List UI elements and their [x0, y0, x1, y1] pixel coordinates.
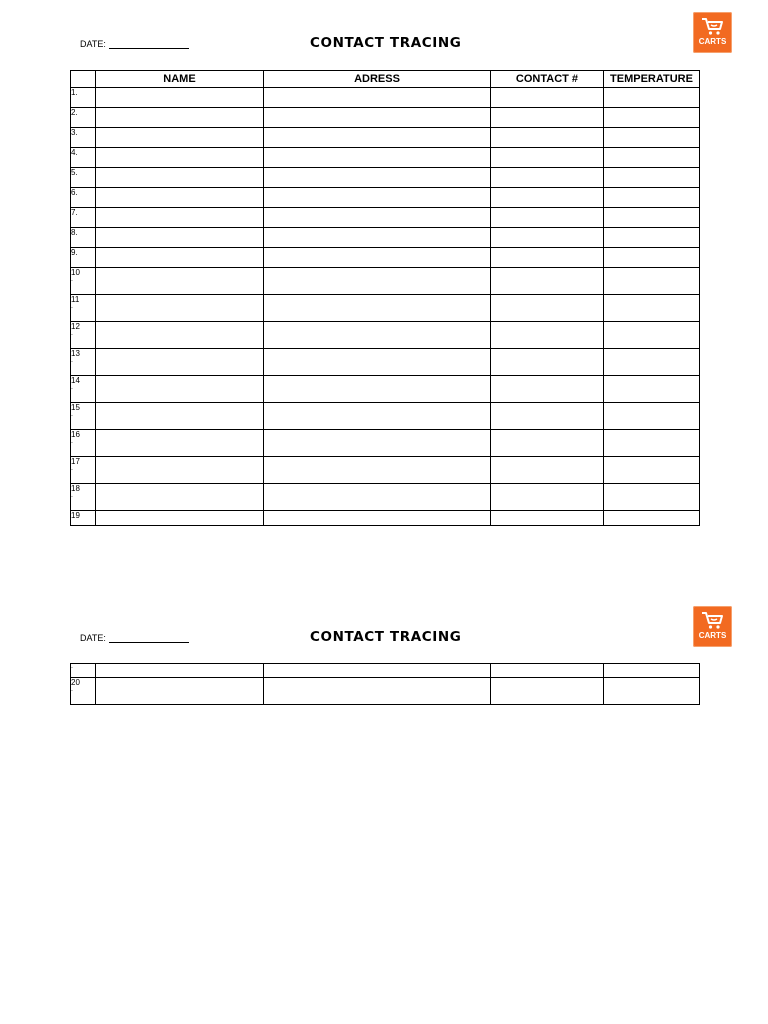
address-cell[interactable] [264, 322, 491, 349]
contact-cell[interactable] [491, 511, 604, 526]
temperature-cell[interactable] [604, 484, 700, 511]
row-number-label: 7. [71, 208, 78, 217]
temperature-cell[interactable] [604, 457, 700, 484]
name-cell[interactable] [96, 88, 264, 108]
table-row [71, 511, 700, 526]
date-blank-line [109, 633, 189, 643]
page-title: CONTACT TRACING [310, 629, 462, 645]
cart-icon [701, 16, 724, 36]
contact-cell[interactable] [491, 295, 604, 322]
table-row [71, 349, 700, 376]
table-body [71, 664, 700, 705]
table-row [71, 88, 700, 108]
row-number-label: 8. [71, 228, 78, 237]
row-number [71, 248, 96, 268]
contact-cell[interactable] [491, 228, 604, 248]
table-row [71, 376, 700, 403]
row-number-label: 12 [71, 322, 80, 331]
row-number [71, 168, 96, 188]
logo-wordmark: CARTS [698, 631, 727, 640]
address-cell[interactable] [264, 457, 491, 484]
name-cell[interactable] [96, 268, 264, 295]
row-number-dot: . [71, 663, 73, 670]
row-number-label: 3. [71, 128, 78, 137]
date-label: DATE: [80, 633, 106, 643]
table-header-row [71, 71, 700, 88]
table-row [71, 108, 700, 128]
row-number-label: 19 [71, 511, 80, 520]
name-cell[interactable] [96, 148, 264, 168]
header-name: NAME [96, 71, 264, 88]
row-number-dot: . [71, 492, 73, 499]
row-number [71, 188, 96, 208]
address-cell[interactable] [264, 678, 491, 705]
address-cell[interactable] [264, 88, 491, 108]
address-cell[interactable] [264, 484, 491, 511]
table-row [71, 678, 700, 705]
temperature-cell[interactable] [604, 376, 700, 403]
temperature-cell[interactable] [604, 678, 700, 705]
name-cell[interactable] [96, 664, 264, 678]
row-number [71, 376, 96, 403]
address-cell[interactable] [264, 168, 491, 188]
carts-logo [693, 12, 732, 53]
contact-cell[interactable] [491, 148, 604, 168]
name-cell[interactable] [96, 322, 264, 349]
table-row [71, 268, 700, 295]
row-number-dot: . [71, 303, 73, 310]
name-cell[interactable] [96, 108, 264, 128]
contact-cell[interactable] [491, 457, 604, 484]
address-cell[interactable] [264, 268, 491, 295]
name-cell[interactable] [96, 295, 264, 322]
name-cell[interactable] [96, 248, 264, 268]
row-number [71, 484, 96, 511]
temperature-cell[interactable] [604, 108, 700, 128]
contact-cell[interactable] [491, 349, 604, 376]
row-number-dot: . [71, 411, 73, 418]
name-cell[interactable] [96, 403, 264, 430]
table-row [71, 322, 700, 349]
row-number [71, 349, 96, 376]
table-row [71, 430, 700, 457]
contact-cell[interactable] [491, 108, 604, 128]
row-number [71, 148, 96, 168]
table-body [71, 88, 700, 526]
row-number [71, 295, 96, 322]
name-cell[interactable] [96, 484, 264, 511]
address-cell[interactable] [264, 208, 491, 228]
temperature-cell[interactable] [604, 511, 700, 526]
row-number-dot: . [71, 330, 73, 337]
temperature-cell[interactable] [604, 295, 700, 322]
table-row [71, 128, 700, 148]
row-number [71, 403, 96, 430]
row-number [71, 664, 96, 678]
contact-tracing-table [70, 70, 700, 526]
temperature-cell[interactable] [604, 664, 700, 678]
row-number-label: 13 [71, 349, 80, 358]
table-row [71, 168, 700, 188]
contact-cell[interactable] [491, 664, 604, 678]
form-page-2 [0, 594, 768, 724]
date-label: DATE: [80, 39, 106, 49]
table-row [71, 664, 700, 678]
temperature-cell[interactable] [604, 228, 700, 248]
address-cell[interactable] [264, 128, 491, 148]
row-number [71, 268, 96, 295]
header-contact: CONTACT # [491, 71, 604, 88]
contact-cell[interactable] [491, 403, 604, 430]
temperature-cell[interactable] [604, 268, 700, 295]
row-number-label: 20 [71, 678, 80, 687]
row-number-dot: . [71, 276, 73, 283]
date-field [80, 39, 189, 49]
contact-cell[interactable] [491, 188, 604, 208]
address-cell[interactable] [264, 148, 491, 168]
row-number [71, 430, 96, 457]
address-cell[interactable] [264, 664, 491, 678]
table-row [71, 484, 700, 511]
contact-cell[interactable] [491, 430, 604, 457]
address-cell[interactable] [264, 188, 491, 208]
row-number-label: 9. [71, 248, 78, 257]
temperature-cell[interactable] [604, 349, 700, 376]
row-number [71, 108, 96, 128]
logo-wordmark: CARTS [698, 37, 727, 46]
name-cell[interactable] [96, 349, 264, 376]
temperature-cell[interactable] [604, 128, 700, 148]
row-number-label: 16 [71, 430, 80, 439]
address-cell[interactable] [264, 108, 491, 128]
page-title: CONTACT TRACING [310, 35, 462, 51]
address-cell[interactable] [264, 376, 491, 403]
contact-cell[interactable] [491, 268, 604, 295]
contact-cell[interactable] [491, 484, 604, 511]
address-cell[interactable] [264, 430, 491, 457]
row-number-label: 14 [71, 376, 80, 385]
carts-logo [693, 606, 732, 647]
row-number-label: 11 [71, 295, 80, 304]
contact-cell[interactable] [491, 168, 604, 188]
row-number [71, 511, 96, 526]
table-row [71, 208, 700, 228]
contact-cell[interactable] [491, 208, 604, 228]
row-number-dot: . [71, 438, 73, 445]
row-number [71, 128, 96, 148]
temperature-cell[interactable] [604, 248, 700, 268]
contact-cell[interactable] [491, 678, 604, 705]
contact-cell[interactable] [491, 248, 604, 268]
row-number-dot: . [71, 357, 73, 364]
date-blank-line [109, 39, 189, 49]
name-cell[interactable] [96, 228, 264, 248]
contact-cell[interactable] [491, 376, 604, 403]
date-field [80, 633, 189, 643]
contact-cell[interactable] [491, 322, 604, 349]
row-number-label: 2. [71, 108, 78, 117]
header-number [71, 71, 96, 88]
row-number [71, 88, 96, 108]
temperature-cell[interactable] [604, 208, 700, 228]
name-cell[interactable] [96, 430, 264, 457]
address-cell[interactable] [264, 228, 491, 248]
row-number [71, 322, 96, 349]
row-number-label: 15 [71, 403, 80, 412]
temperature-cell[interactable] [604, 188, 700, 208]
name-cell[interactable] [96, 511, 264, 526]
name-cell[interactable] [96, 128, 264, 148]
temperature-cell[interactable] [604, 430, 700, 457]
address-cell[interactable] [264, 349, 491, 376]
temperature-cell[interactable] [604, 148, 700, 168]
row-number [71, 457, 96, 484]
row-number [71, 208, 96, 228]
row-number-label: 6. [71, 188, 78, 197]
temperature-cell[interactable] [604, 403, 700, 430]
row-number-label: 17 [71, 457, 80, 466]
row-number-dot: . [71, 686, 73, 693]
table-row [71, 403, 700, 430]
name-cell[interactable] [96, 457, 264, 484]
cart-icon [701, 610, 724, 630]
table-row [71, 295, 700, 322]
row-number-dot: . [71, 465, 73, 472]
table-row [71, 148, 700, 168]
contact-cell[interactable] [491, 88, 604, 108]
name-cell[interactable] [96, 188, 264, 208]
table-row [71, 248, 700, 268]
name-cell[interactable] [96, 208, 264, 228]
row-number-label: 5. [71, 168, 78, 177]
row-number [71, 228, 96, 248]
name-cell[interactable] [96, 376, 264, 403]
row-number [71, 678, 96, 705]
row-number-label: 10 [71, 268, 80, 277]
header-address: ADRESS [264, 71, 491, 88]
table-row [71, 188, 700, 208]
address-cell[interactable] [264, 295, 491, 322]
header-temperature: TEMPERATURE [604, 71, 700, 88]
row-number-label: 1. [71, 88, 78, 97]
table-row [71, 457, 700, 484]
table-row [71, 228, 700, 248]
address-cell[interactable] [264, 403, 491, 430]
row-number-label: 4. [71, 148, 78, 157]
address-cell[interactable] [264, 248, 491, 268]
name-cell[interactable] [96, 168, 264, 188]
temperature-cell[interactable] [604, 88, 700, 108]
row-number-label: 18 [71, 484, 80, 493]
temperature-cell[interactable] [604, 322, 700, 349]
temperature-cell[interactable] [604, 168, 700, 188]
name-cell[interactable] [96, 678, 264, 705]
row-number-dot: . [71, 384, 73, 391]
address-cell[interactable] [264, 511, 491, 526]
contact-tracing-table-continued [70, 663, 700, 705]
contact-cell[interactable] [491, 128, 604, 148]
